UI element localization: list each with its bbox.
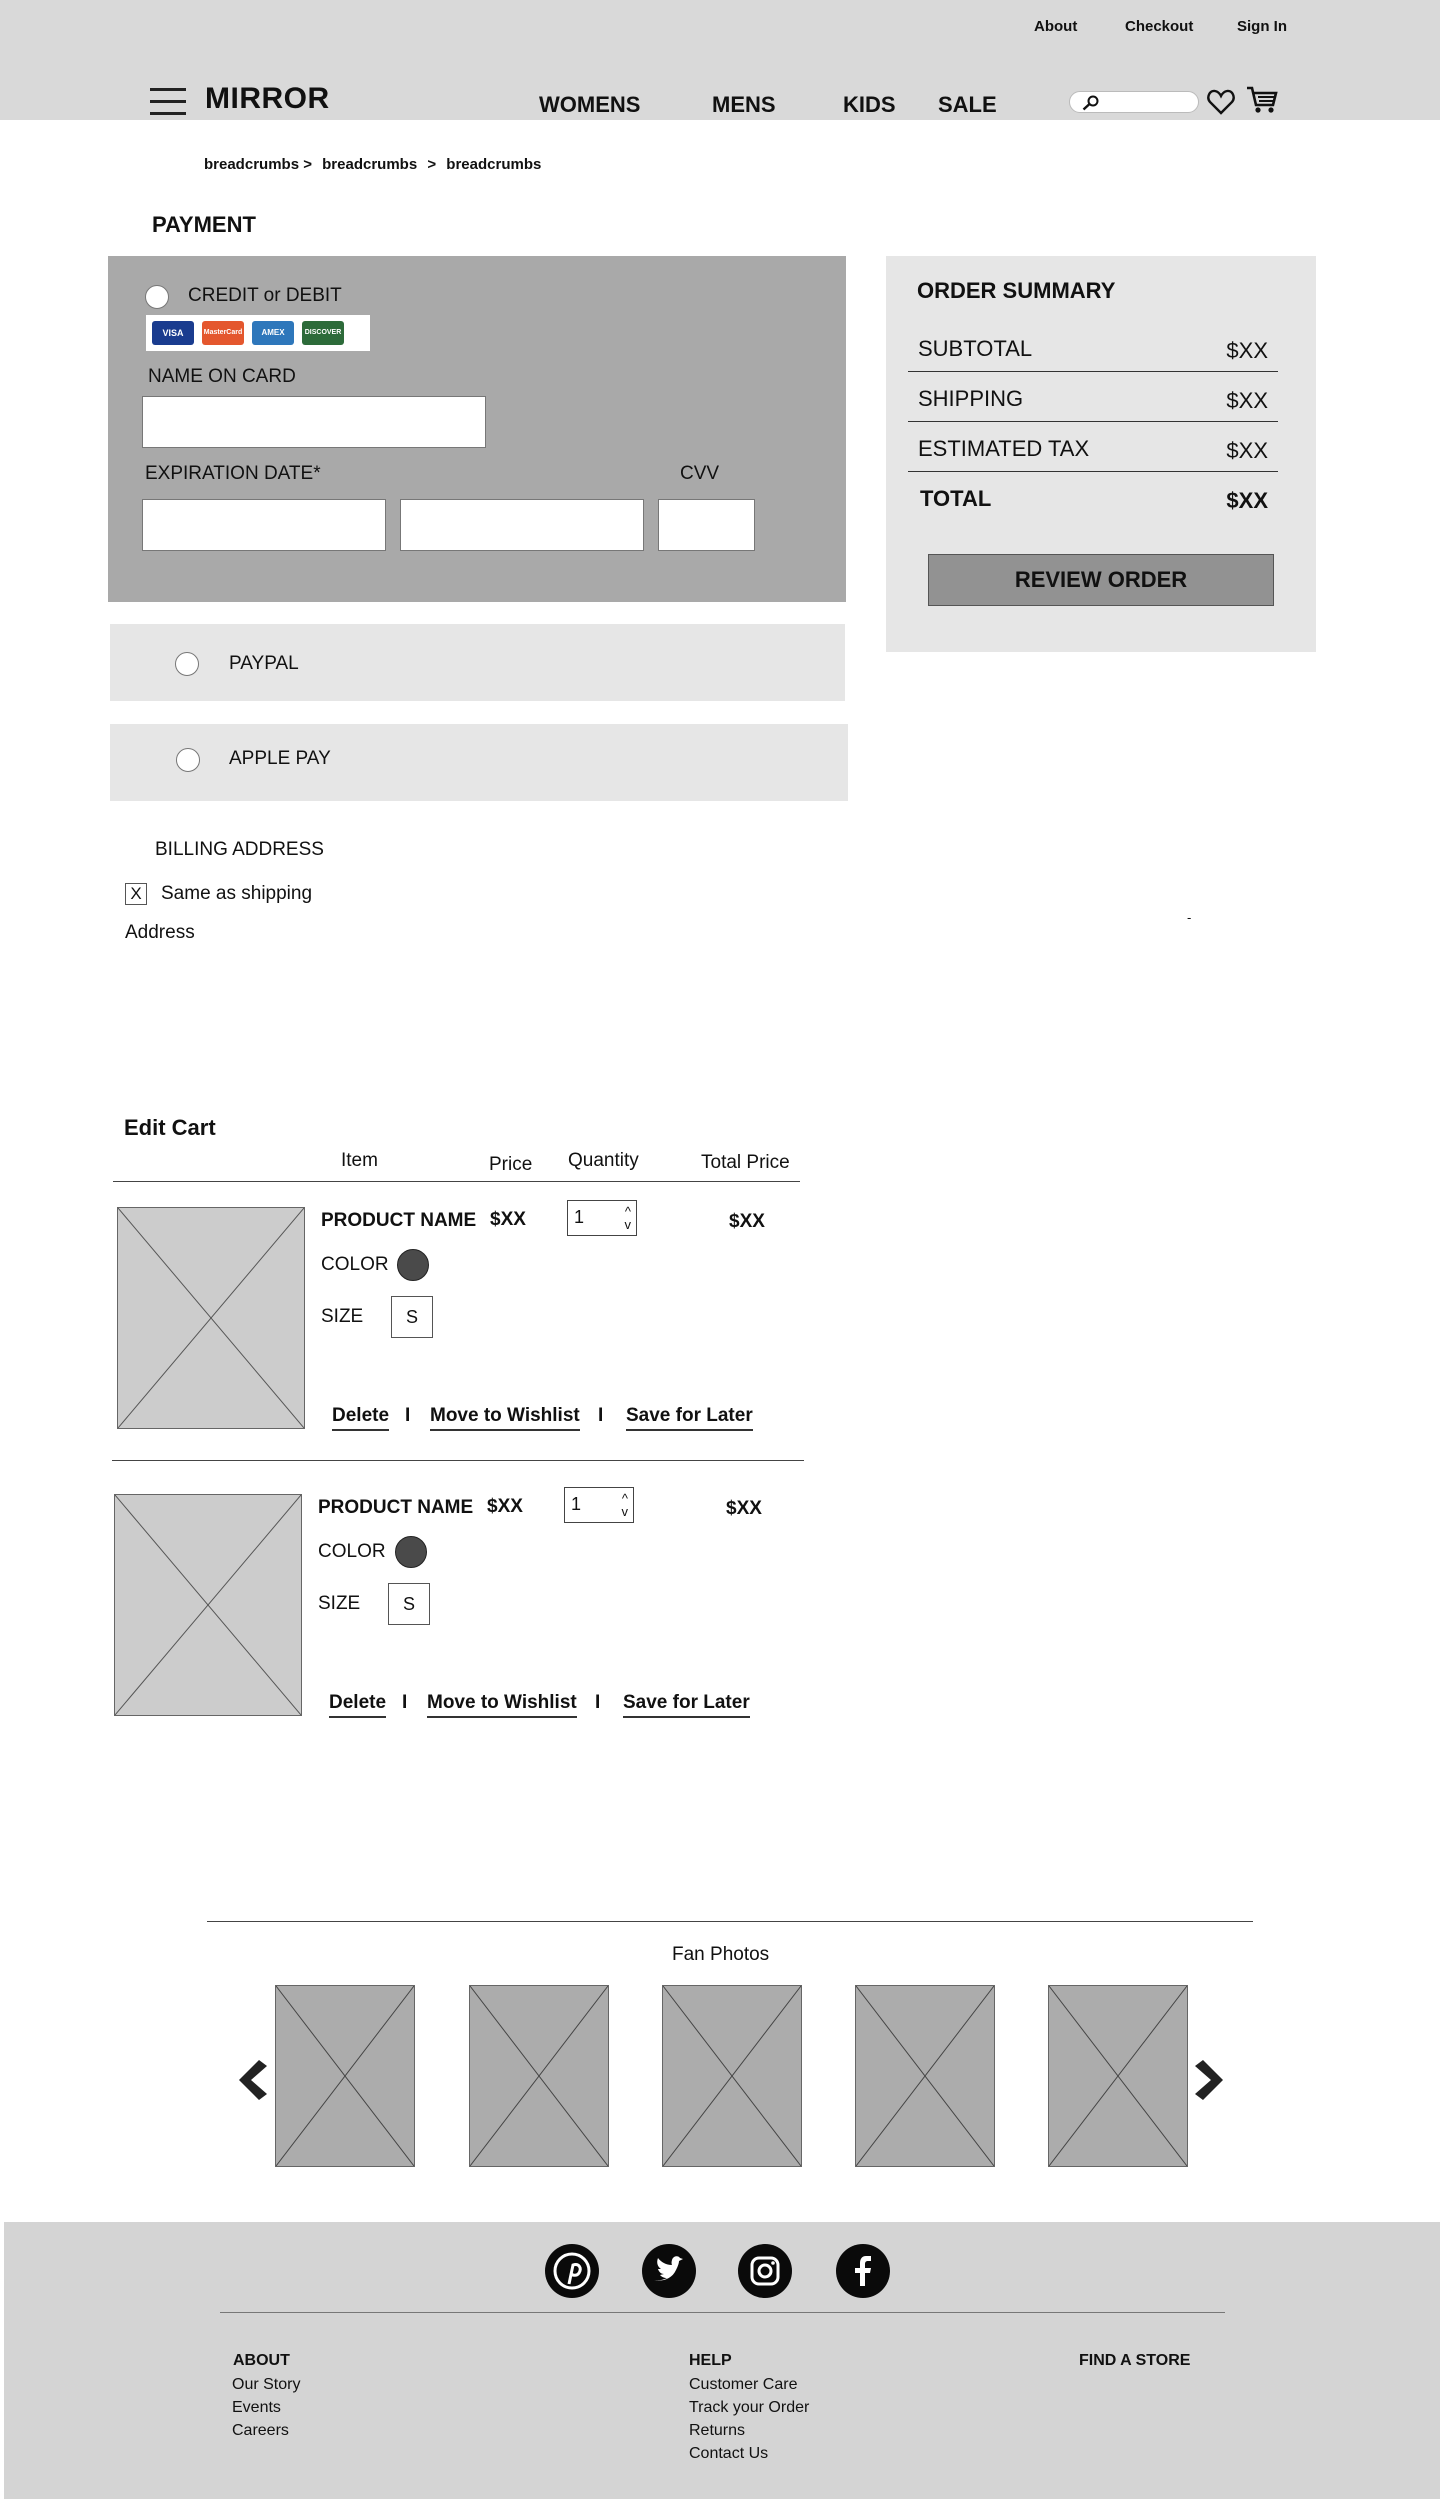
image-placeholder-icon [856, 1986, 994, 2166]
instagram-icon[interactable] [738, 2244, 792, 2298]
product-price: $XX [490, 1209, 526, 1230]
image-placeholder-icon [276, 1986, 414, 2166]
expiration-label: EXPIRATION DATE* [145, 463, 321, 484]
footer-link-events[interactable]: Events [232, 2399, 281, 2416]
image-placeholder-icon [663, 1986, 801, 2166]
fan-photo[interactable] [662, 1985, 802, 2167]
move-to-wishlist-link[interactable]: Move to Wishlist [427, 1692, 577, 1718]
fan-photos-divider [207, 1921, 1253, 1922]
quantity-down-icon[interactable]: v [621, 1504, 628, 1519]
product-image[interactable] [117, 1207, 305, 1429]
fan-photo[interactable] [469, 1985, 609, 2167]
credit-radio[interactable] [145, 285, 169, 309]
site-header [0, 0, 1440, 120]
brand-logo[interactable]: MIRROR [205, 82, 330, 115]
search-input[interactable] [1069, 91, 1199, 113]
payment-title: PAYMENT [152, 212, 256, 237]
footer-link-our-story[interactable]: Our Story [232, 2376, 301, 2393]
product-total: $XX [726, 1498, 762, 1519]
about-link[interactable]: About [1034, 18, 1078, 35]
billing-title: BILLING ADDRESS [155, 839, 324, 860]
column-price: Price [489, 1154, 533, 1175]
size-select[interactable]: S [388, 1583, 430, 1625]
fan-photos-title: Fan Photos [672, 1944, 770, 1965]
quantity-up-icon[interactable]: ^ [624, 1204, 631, 1219]
subtotal-value: $XX [1226, 338, 1268, 363]
nav-kids[interactable]: KIDS [843, 92, 896, 117]
paypal-panel[interactable] [110, 624, 845, 701]
column-quantity: Quantity [568, 1150, 639, 1171]
footer-link-careers[interactable]: Careers [232, 2422, 289, 2439]
nav-mens[interactable]: MENS [712, 92, 776, 117]
quantity-down-icon[interactable]: v [624, 1217, 631, 1232]
discover-card: DISCOVER [302, 321, 344, 345]
shipping-row [908, 372, 1278, 422]
breadcrumb-separator: > [427, 156, 437, 173]
order-summary-title: ORDER SUMMARY [917, 278, 1116, 303]
twitter-icon[interactable] [642, 2244, 696, 2298]
cart-item-divider [112, 1460, 804, 1461]
size-select[interactable]: S [391, 1296, 433, 1338]
search-icon [1082, 95, 1100, 111]
footer-link-customer-care[interactable]: Customer Care [689, 2376, 798, 2393]
image-placeholder-icon [470, 1986, 608, 2166]
save-for-later-link[interactable]: Save for Later [623, 1692, 750, 1718]
same-as-shipping-label: Same as shipping [161, 883, 313, 904]
cvv-input[interactable] [658, 499, 755, 551]
facebook-icon[interactable] [836, 2244, 890, 2298]
expiration-year-input[interactable] [400, 499, 644, 551]
shipping-label: SHIPPING [918, 386, 1024, 411]
product-name[interactable]: PRODUCT NAME [321, 1210, 477, 1231]
image-placeholder-icon [118, 1208, 304, 1428]
paypal-radio[interactable] [175, 652, 199, 676]
subtotal-label: SUBTOTAL [918, 336, 1033, 361]
visa-card: VISA [152, 321, 194, 345]
cart-icon[interactable] [1246, 85, 1278, 115]
action-separator: I [405, 1405, 411, 1426]
action-separator: I [595, 1692, 601, 1713]
total-value: $XX [1226, 488, 1268, 513]
breadcrumb-item[interactable]: breadcrumbs > [204, 156, 312, 173]
color-label: COLOR [318, 1541, 386, 1562]
address-label: Address [125, 922, 195, 943]
size-label: SIZE [318, 1593, 361, 1614]
total-label: TOTAL [920, 486, 992, 511]
apple-pay-panel[interactable] [110, 724, 848, 801]
mastercard-card: MasterCard [202, 321, 244, 345]
color-swatch[interactable] [397, 1249, 429, 1281]
breadcrumb [204, 156, 547, 173]
footer-link-contact-us[interactable]: Contact Us [689, 2445, 769, 2462]
shipping-value: $XX [1226, 388, 1268, 413]
column-item: Item [341, 1150, 378, 1171]
save-for-later-link[interactable]: Save for Later [626, 1405, 753, 1431]
breadcrumb-item[interactable]: breadcrumbs [322, 156, 418, 173]
paypal-label: PAYPAL [229, 653, 299, 674]
footer-about-heading: ABOUT [233, 2352, 290, 2369]
name-on-card-label: NAME ON CARD [148, 366, 296, 387]
footer-link-track-order[interactable]: Track your Order [689, 2399, 810, 2416]
action-separator: I [402, 1692, 408, 1713]
image-placeholder-icon [1049, 1986, 1187, 2166]
image-placeholder-icon [115, 1495, 301, 1715]
sign-in-link[interactable]: Sign In [1237, 18, 1287, 35]
quantity-value: 1 [571, 1494, 582, 1514]
chevron-right-icon[interactable] [1195, 2060, 1225, 2100]
cvv-label: CVV [680, 463, 720, 484]
menu-icon[interactable] [150, 88, 186, 116]
delete-link[interactable]: Delete [332, 1405, 389, 1431]
expiration-month-input[interactable] [142, 499, 386, 551]
apple-pay-label: APPLE PAY [229, 748, 331, 769]
color-swatch[interactable] [395, 1536, 427, 1568]
fan-photo[interactable] [275, 1985, 415, 2167]
tax-value: $XX [1226, 438, 1268, 463]
heart-icon[interactable] [1207, 89, 1235, 115]
cart-header-divider [113, 1181, 800, 1182]
pinterest-icon[interactable] [545, 2244, 599, 2298]
tax-label: ESTIMATED TAX [918, 436, 1090, 461]
total-row [908, 472, 1278, 522]
nav-womens[interactable]: WOMENS [539, 92, 641, 117]
same-as-shipping-checkbox[interactable]: X [125, 883, 147, 905]
column-total-price: Total Price [701, 1152, 790, 1173]
subtotal-row [908, 322, 1278, 372]
footer-divider [220, 2312, 1225, 2313]
color-label: COLOR [321, 1254, 389, 1275]
order-summary [886, 256, 1316, 652]
edit-cart-title: Edit Cart [124, 1115, 216, 1140]
review-order-button[interactable]: REVIEW ORDER [928, 554, 1274, 606]
product-total: $XX [729, 1211, 765, 1232]
footer-link-returns[interactable]: Returns [689, 2422, 746, 2439]
product-image[interactable] [114, 1494, 302, 1716]
quantity-up-icon[interactable]: ^ [621, 1491, 628, 1506]
product-price: $XX [487, 1496, 523, 1517]
checkout-link[interactable]: Checkout [1125, 18, 1194, 35]
footer-find-store-link[interactable]: FIND A STORE [1079, 2352, 1191, 2369]
fan-photo[interactable] [1048, 1985, 1188, 2167]
amex-card: AMEX [252, 321, 294, 345]
delete-link[interactable]: Delete [329, 1692, 386, 1718]
tax-row [908, 422, 1278, 472]
card-logos [146, 315, 370, 351]
quantity-stepper[interactable] [567, 1200, 637, 1236]
product-name[interactable]: PRODUCT NAME [318, 1497, 474, 1518]
footer-help-heading: HELP [689, 2352, 732, 2369]
quantity-stepper[interactable] [564, 1487, 634, 1523]
size-label: SIZE [321, 1306, 364, 1327]
chevron-left-icon[interactable] [237, 2060, 267, 2100]
name-on-card-input[interactable] [142, 396, 486, 448]
dash-mark: - [1187, 910, 1192, 925]
quantity-value: 1 [574, 1207, 585, 1227]
move-to-wishlist-link[interactable]: Move to Wishlist [430, 1405, 580, 1431]
action-separator: I [598, 1405, 604, 1426]
credit-label: CREDIT or DEBIT [188, 285, 342, 306]
breadcrumb-item[interactable]: breadcrumbs [446, 156, 542, 173]
fan-photo[interactable] [855, 1985, 995, 2167]
apple-pay-radio[interactable] [176, 748, 200, 772]
nav-sale[interactable]: SALE [938, 92, 997, 117]
